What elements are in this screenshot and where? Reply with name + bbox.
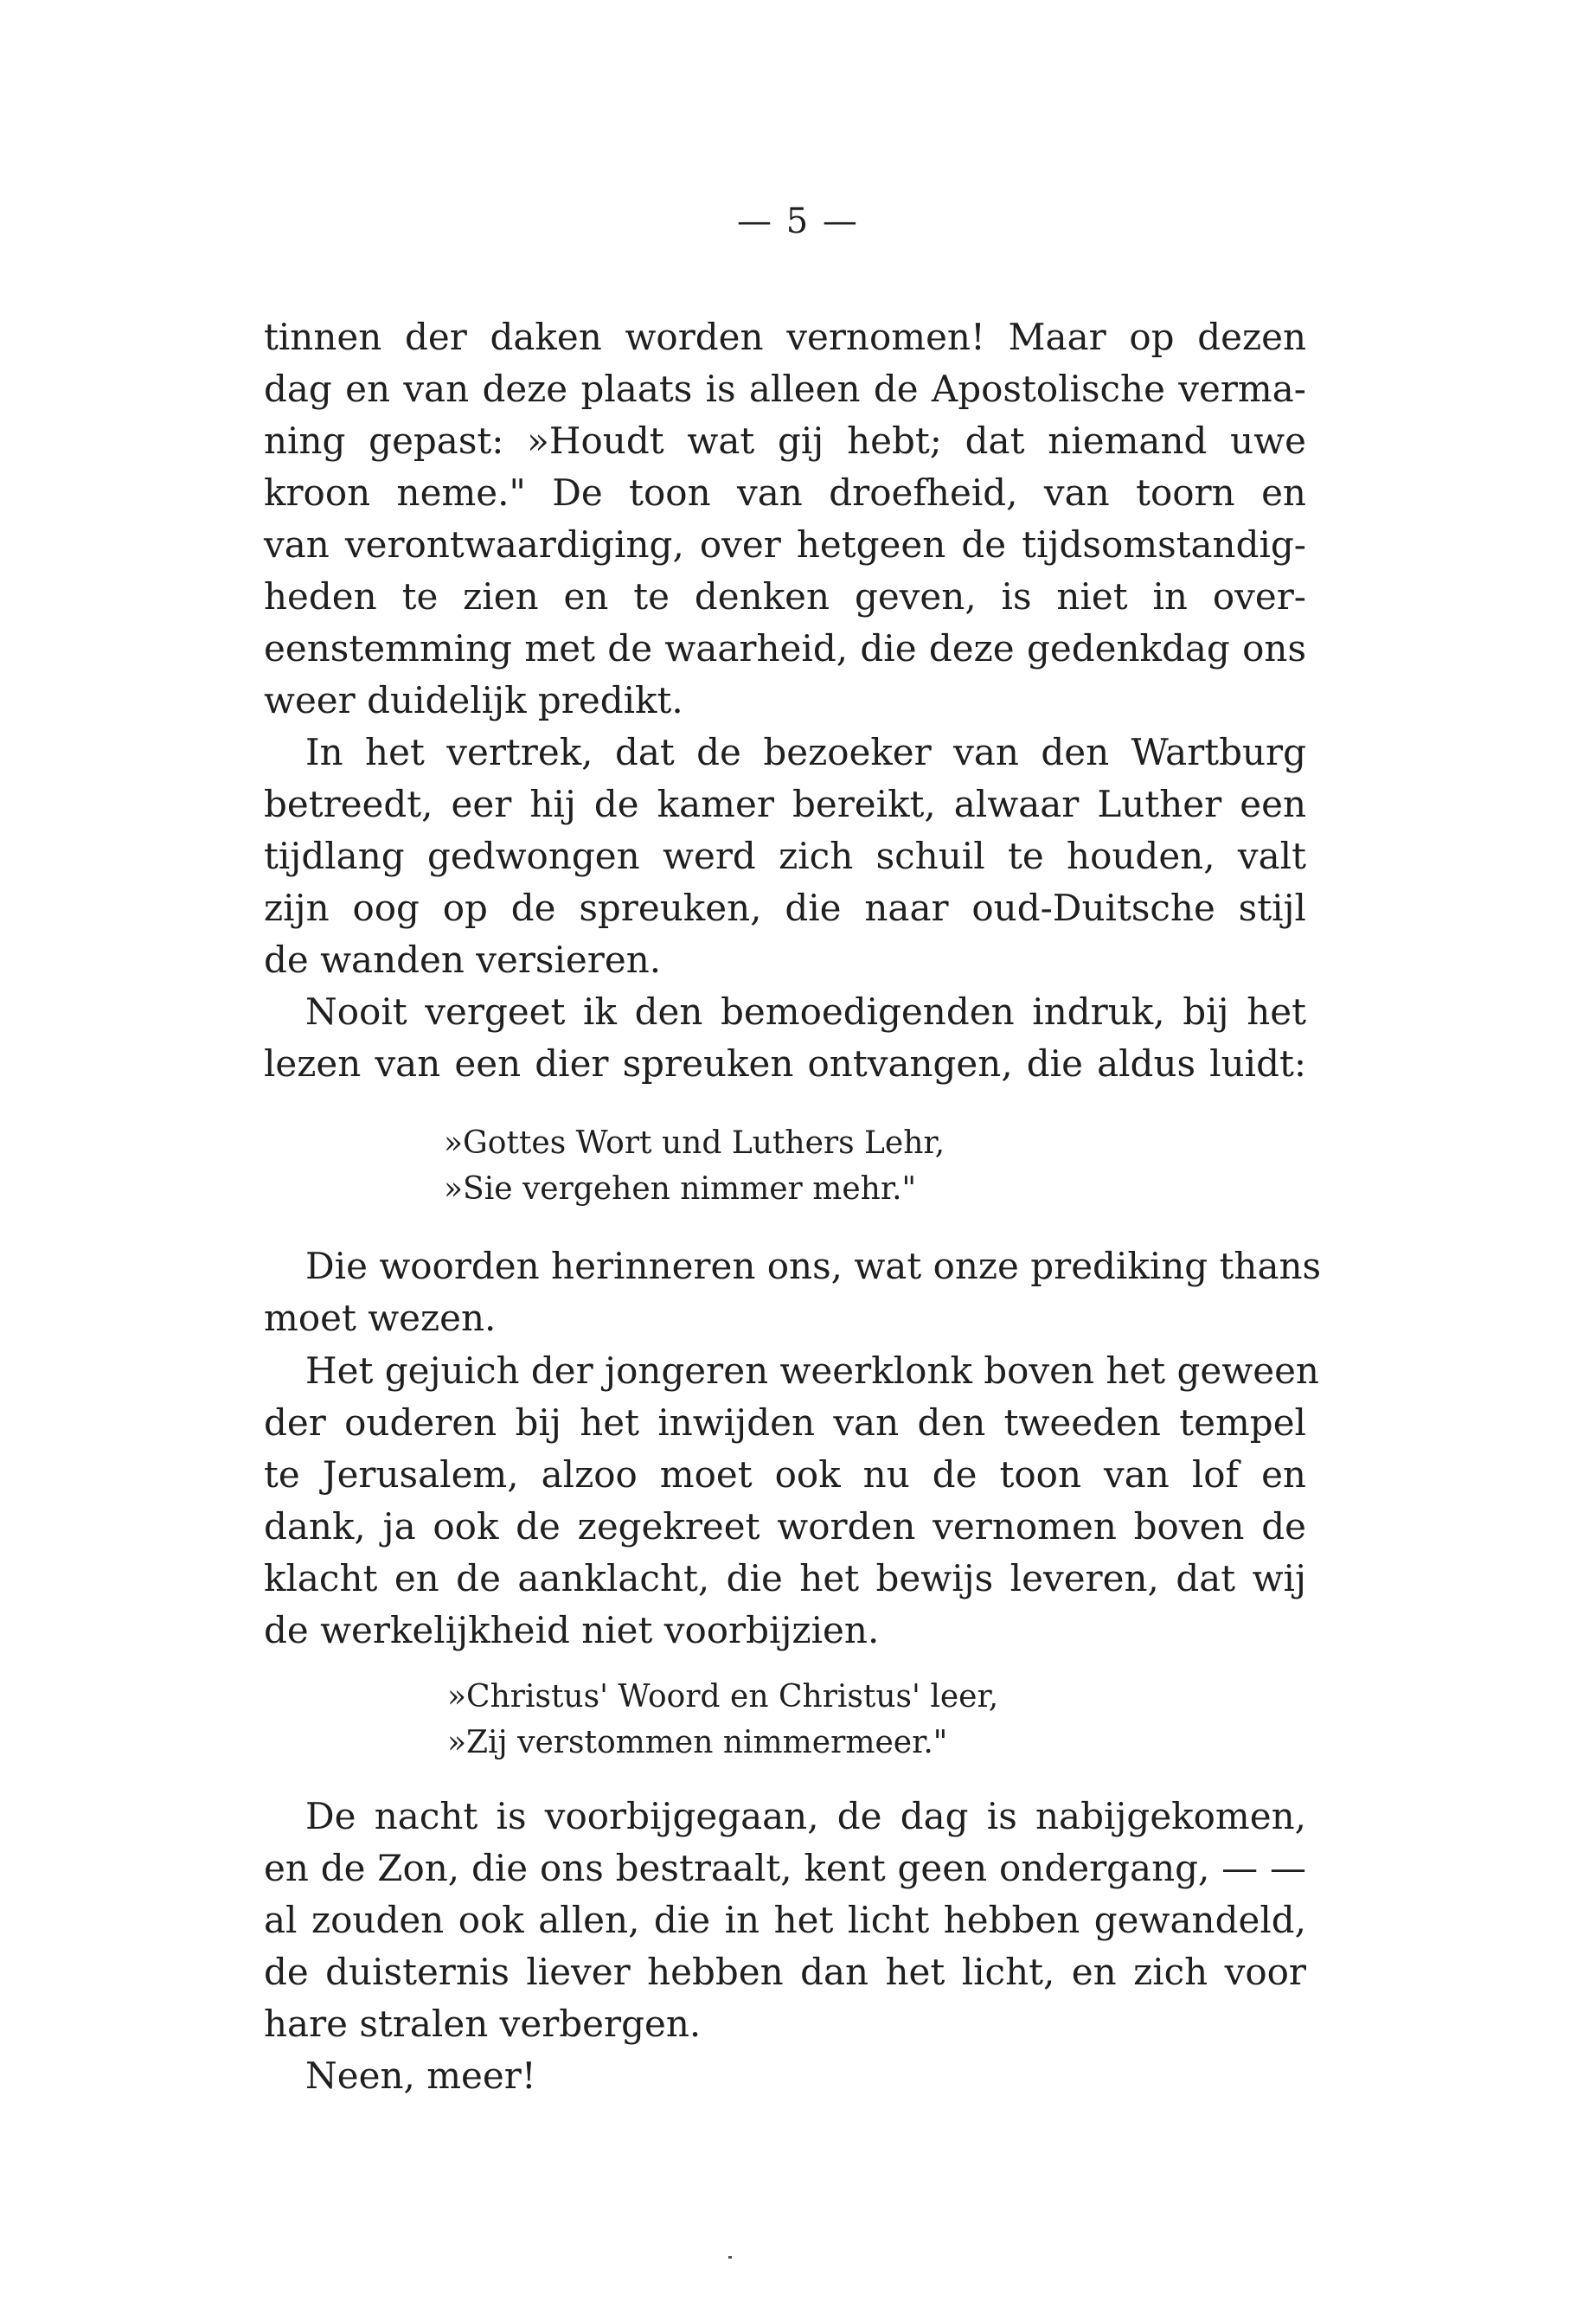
text-line: betreedt, eer hij de kamer bereikt, alwaar Luther een: [264, 783, 1306, 825]
text-line: moet wezen.: [264, 1297, 497, 1339]
text-line: zijn oog op de spreuken, die naar oud-Duitsche stijl: [264, 887, 1306, 929]
paragraph-1: [264, 311, 1306, 727]
paragraph-4: [264, 1240, 1322, 1344]
text-line: en de Zon, die ons bestraalt, kent geen ondergang, — —: [264, 1847, 1306, 1889]
text-line: eenstemming met de waarheid, die deze gedenkdag ons: [264, 627, 1306, 670]
paragraph-6: [264, 1791, 1306, 2050]
text-line: te Jerusalem, alzoo moet ook nu de toon van lof en: [264, 1453, 1306, 1496]
text-line: lezen van een dier spreuken ontvangen, die aldus luidt:: [264, 1042, 1306, 1085]
text-line: Neen, meer!: [305, 2054, 536, 2097]
verse-line: »Sie vergehen nimmer mehr.": [444, 1171, 917, 1207]
text-line: tijdlang gedwongen werd zich schuil te houden, valt: [264, 835, 1306, 877]
verse-quote-1: [444, 1120, 945, 1212]
paragraph-3: [264, 986, 1306, 1090]
text-line: de werkelijkheid niet voorbijzien.: [264, 1609, 880, 1651]
print-speck: [728, 2256, 732, 2259]
text-line: Het gejuich der jongeren weerklonk boven het geween: [305, 1349, 1319, 1392]
text-line: De nacht is voorbijgegaan, de dag is nabijgekomen,: [305, 1795, 1306, 1837]
text-line: dag en van deze plaats is alleen de Apostolische verma-: [264, 368, 1306, 410]
paragraph-7: [264, 2050, 1306, 2102]
text-line: Die woorden herinneren ons, wat onze prediking thans: [305, 1245, 1322, 1287]
text-line: ning gepast: »Houdt wat gij hebt; dat niemand uwe: [264, 420, 1306, 462]
paragraph-5: [264, 1345, 1319, 1657]
text-line: In het vertrek, dat de bezoeker van den Wartburg: [305, 731, 1306, 773]
text-line: de wanden versieren.: [264, 939, 662, 981]
text-line: al zouden ook allen, die in het licht hebben gewandeld,: [264, 1899, 1306, 1941]
verse-line: »Zij verstommen nimmermeer.": [447, 1725, 948, 1760]
page-number: — 5 —: [737, 202, 859, 241]
text-line: der ouderen bij het inwijden van den tweeden tempel: [264, 1401, 1306, 1444]
text-line: van verontwaardiging, over hetgeen de tijdsomstandig-: [264, 523, 1306, 566]
text-line: heden te zien en te denken geven, is niet in over-: [264, 575, 1306, 618]
verse-quote-2: [447, 1674, 998, 1766]
text-line: kroon neme." De toon van droefheid, van toorn en: [264, 471, 1306, 514]
text-line: tinnen der daken worden vernomen! Maar op dezen: [264, 316, 1306, 358]
text-line: dank, ja ook de zegekreet worden vernomen boven de: [264, 1505, 1306, 1548]
text-line: de duisternis liever hebben dan het licht, en zich voor: [264, 1951, 1306, 1993]
verse-line: »Christus' Woord en Christus' leer,: [447, 1679, 999, 1715]
text-line: klacht en de aanklacht, die het bewijs leveren, dat wij: [264, 1557, 1306, 1599]
text-line: Nooit vergeet ik den bemoedigenden indruk, bij het: [305, 990, 1306, 1033]
text-line: weer duidelijk predikt.: [264, 679, 683, 721]
paragraph-2: [264, 727, 1306, 986]
verse-line: »Gottes Wort und Luthers Lehr,: [444, 1125, 945, 1161]
text-line: hare stralen verbergen.: [264, 2003, 702, 2045]
